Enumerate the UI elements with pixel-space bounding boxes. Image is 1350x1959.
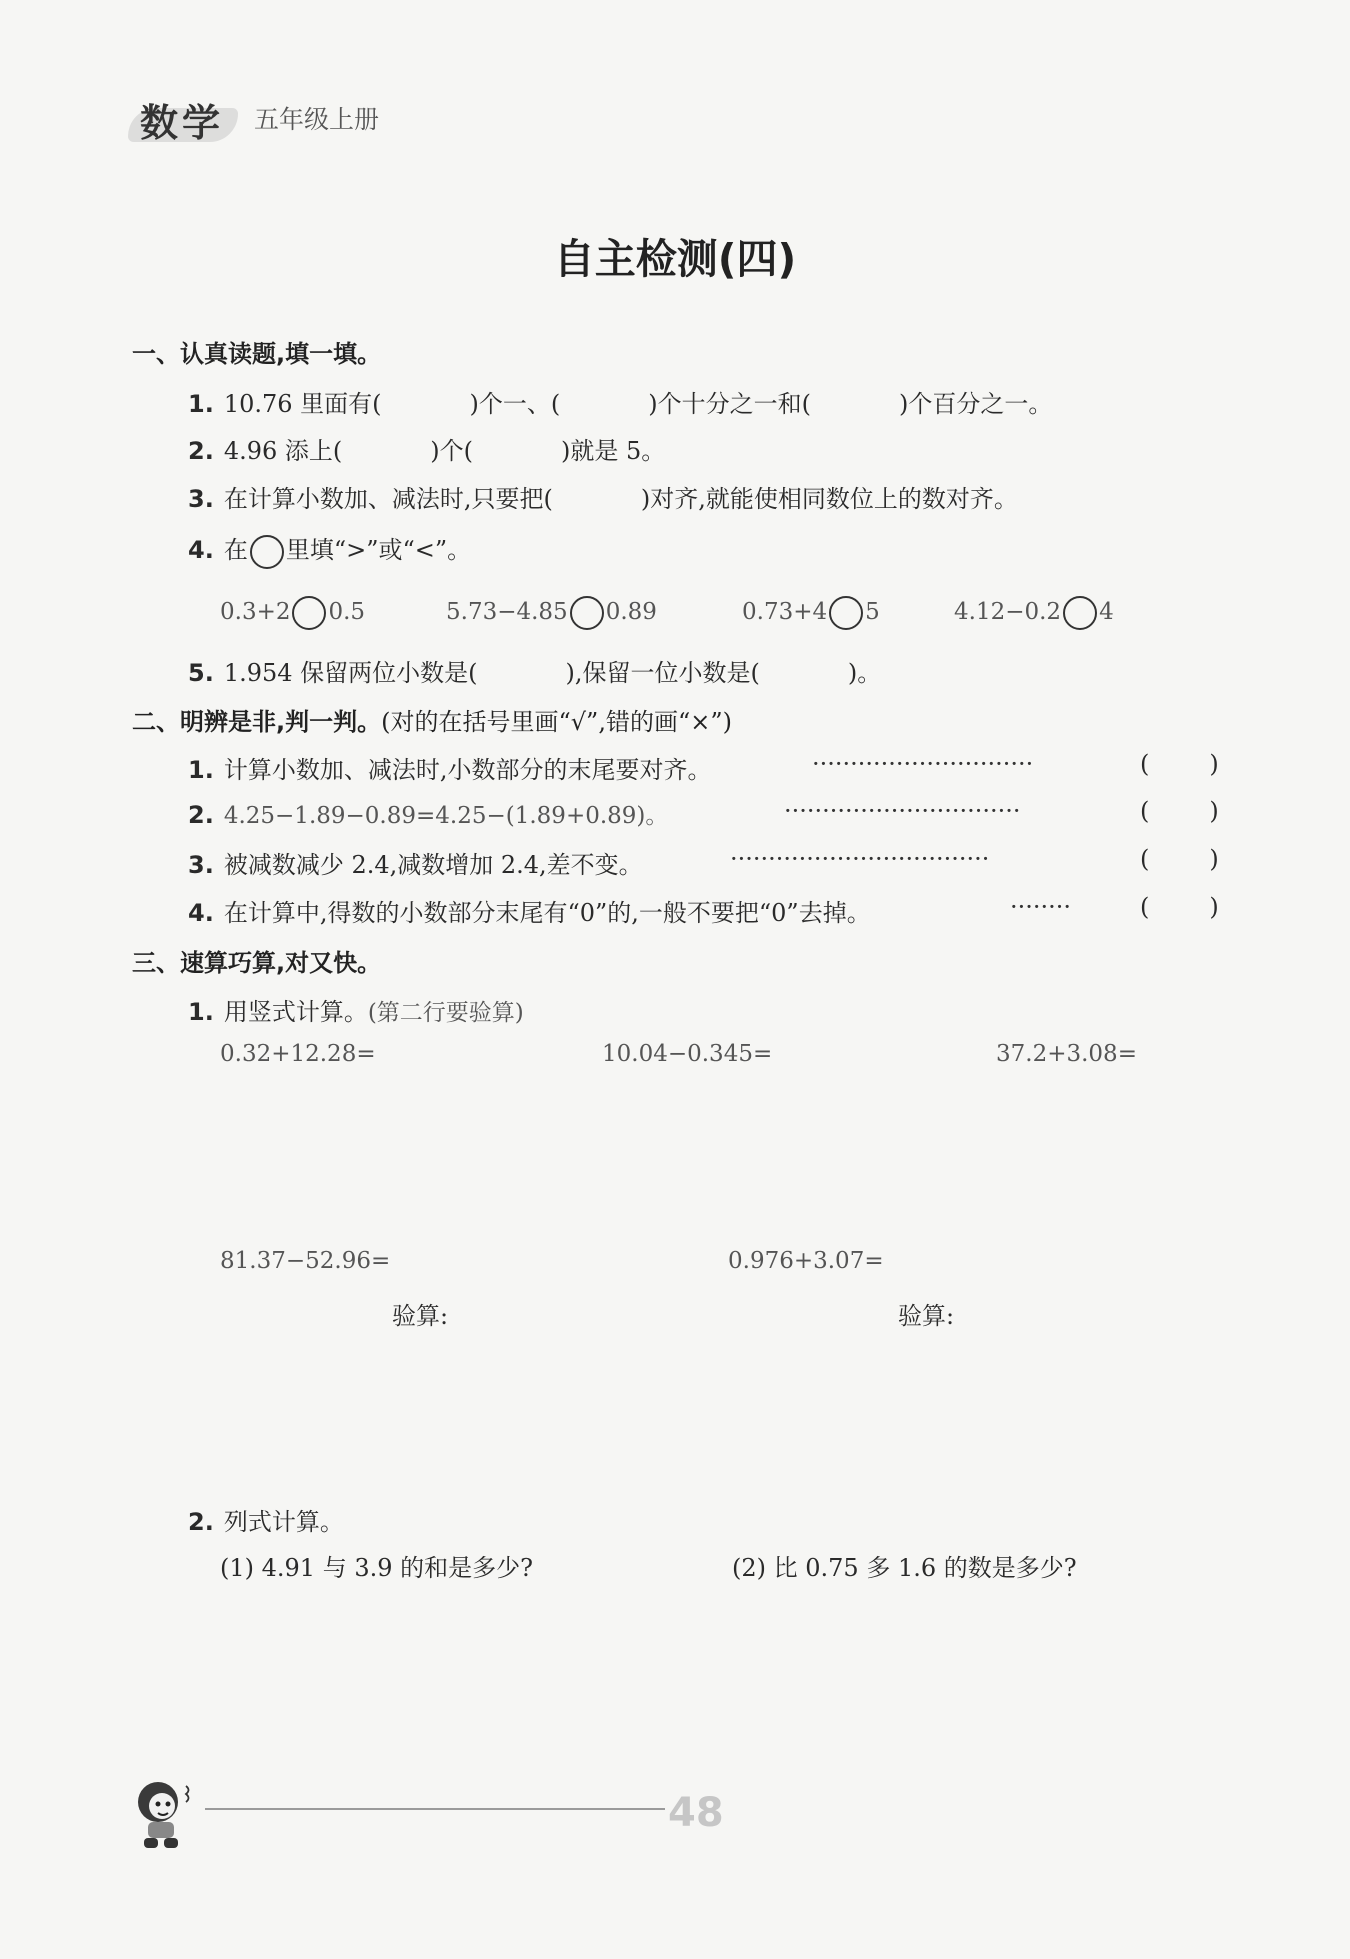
s1-q5-part-a: 1.954 保留两位小数是( xyxy=(223,659,478,687)
section-2-note: (对的在括号里画“√”,错的画“×”) xyxy=(381,708,732,736)
paren-right: ) xyxy=(1209,845,1219,873)
judge-item-3 xyxy=(188,845,643,880)
section-2-title: 二、明辨是非,判一判。 xyxy=(132,708,382,736)
judge-answer-1[interactable] xyxy=(1140,750,1219,778)
s1-q5-number: 5. xyxy=(188,659,214,687)
s1-question-3 xyxy=(188,479,1018,514)
s1-q5-part-b: ),保留一位小数是( xyxy=(565,659,760,687)
s1-question-5 xyxy=(188,653,881,688)
header-grade: 五年级上册 xyxy=(254,105,380,134)
section-1-heading: 一、认真读题,填一填。 xyxy=(132,340,382,368)
calc-problem: 10.04−0.345= xyxy=(602,1041,773,1067)
judge-item-4 xyxy=(188,893,871,928)
paren-right: ) xyxy=(1209,750,1219,778)
s1-q1-number: 1. xyxy=(188,390,214,418)
compare-circle[interactable] xyxy=(570,596,604,630)
s1-question-4 xyxy=(188,530,471,569)
word-problem-2: (2) 比 0.75 多 1.6 的数是多少? xyxy=(732,1554,1077,1582)
leader-dots: ········ xyxy=(1010,893,1072,921)
s1-q1-part-d: )个百分之一。 xyxy=(899,390,1053,418)
judge-text: 在计算中,得数的小数部分末尾有“0”的,一般不要把“0”去掉。 xyxy=(223,899,871,927)
compare-left: 0.73+4 xyxy=(742,599,828,625)
leader-dots: ·································· xyxy=(730,845,990,873)
s3-q2-number: 2. xyxy=(188,1508,214,1536)
leader-dots: ····························· xyxy=(812,750,1034,778)
s1-q1-part-b: )个一、( xyxy=(469,390,561,418)
section-3-heading: 三、速算巧算,对又快。 xyxy=(132,949,382,977)
compare-right: 5 xyxy=(865,599,880,625)
paren-left: ( xyxy=(1140,797,1150,825)
judge-answer-3[interactable] xyxy=(1140,845,1219,873)
s1-q1-part-c: )个十分之一和( xyxy=(648,390,811,418)
paren-left: ( xyxy=(1140,845,1150,873)
judge-number: 4. xyxy=(188,899,214,927)
s1-q2-part-b: )个( xyxy=(430,437,473,465)
s1-question-2 xyxy=(188,431,665,466)
s3-question-1 xyxy=(188,992,524,1027)
paren-left: ( xyxy=(1140,893,1150,921)
paren-left: ( xyxy=(1140,750,1150,778)
paren-right: ) xyxy=(1209,893,1219,921)
calc-problem: 37.2+3.08= xyxy=(996,1041,1137,1067)
compare-right: 0.5 xyxy=(328,599,366,625)
s1-q2-part-a: 4.96 添上( xyxy=(223,437,343,465)
footer-rule xyxy=(205,1808,665,1810)
judge-text: 4.25−1.89−0.89=4.25−(1.89+0.89)。 xyxy=(223,803,669,829)
word-problem-1: (1) 4.91 与 3.9 的和是多少? xyxy=(220,1554,533,1582)
compare-item-2 xyxy=(446,596,657,630)
s1-question-1 xyxy=(188,384,1052,419)
check-label: 验算: xyxy=(392,1302,449,1330)
check-label: 验算: xyxy=(898,1302,955,1330)
calc-problem: 81.37−52.96= xyxy=(220,1248,391,1274)
compare-circle[interactable] xyxy=(1063,596,1097,630)
calc-problem: 0.976+3.07= xyxy=(728,1248,884,1274)
s1-q5-part-c: )。 xyxy=(847,659,882,687)
compare-left: 0.3+2 xyxy=(220,599,291,625)
page-title: 自主检测(四) xyxy=(553,235,797,283)
judge-answer-4[interactable] xyxy=(1140,893,1219,921)
compare-item-1 xyxy=(220,596,365,630)
compare-right: 0.89 xyxy=(605,599,657,625)
paren-right: ) xyxy=(1209,797,1219,825)
page-number: 48 xyxy=(668,1790,724,1836)
s1-q4-part-a: 在 xyxy=(223,536,248,564)
header-subject: 数学 xyxy=(140,101,225,145)
judge-answer-2[interactable] xyxy=(1140,797,1219,825)
s1-q2-part-c: )就是 5。 xyxy=(561,437,666,465)
s3-q2-text: 列式计算。 xyxy=(223,1508,344,1536)
s1-q2-number: 2. xyxy=(188,437,214,465)
judge-number: 3. xyxy=(188,851,214,879)
s1-q3-part-a: 在计算小数加、减法时,只要把( xyxy=(223,485,553,513)
s3-q1-note: (第二行要验算) xyxy=(367,1000,524,1026)
calc-problem: 0.32+12.28= xyxy=(220,1041,376,1067)
s3-q1-text: 用竖式计算。 xyxy=(223,998,368,1026)
s1-q4-number: 4. xyxy=(188,536,214,564)
judge-item-2 xyxy=(188,797,668,830)
compare-item-4 xyxy=(954,596,1114,630)
section-2-heading xyxy=(132,702,732,737)
judge-text: 被减数减少 2.4,减数增加 2.4,差不变。 xyxy=(223,851,643,879)
compare-right: 4 xyxy=(1099,599,1114,625)
compare-circle[interactable] xyxy=(829,596,863,630)
compare-circle[interactable] xyxy=(292,596,326,630)
judge-number: 1. xyxy=(188,756,214,784)
judge-number: 2. xyxy=(188,801,214,829)
s3-question-2 xyxy=(188,1502,344,1537)
leader-dots: ······························· xyxy=(784,797,1021,825)
judge-text: 计算小数加、减法时,小数部分的末尾要对齐。 xyxy=(223,756,712,784)
circle-symbol-icon xyxy=(250,535,284,569)
compare-left: 4.12−0.2 xyxy=(954,599,1062,625)
s1-q4-part-b: 里填“>”或“<”。 xyxy=(285,536,472,564)
compare-item-3 xyxy=(742,596,880,630)
s3-q1-number: 1. xyxy=(188,998,214,1026)
s1-q3-number: 3. xyxy=(188,485,214,513)
s1-q3-part-b: )对齐,就能使相同数位上的数对齐。 xyxy=(640,485,1018,513)
s1-q1-part-a: 10.76 里面有( xyxy=(223,390,382,418)
judge-item-1 xyxy=(188,750,711,785)
compare-left: 5.73−4.85 xyxy=(446,599,568,625)
mascot-icon xyxy=(128,1776,200,1852)
